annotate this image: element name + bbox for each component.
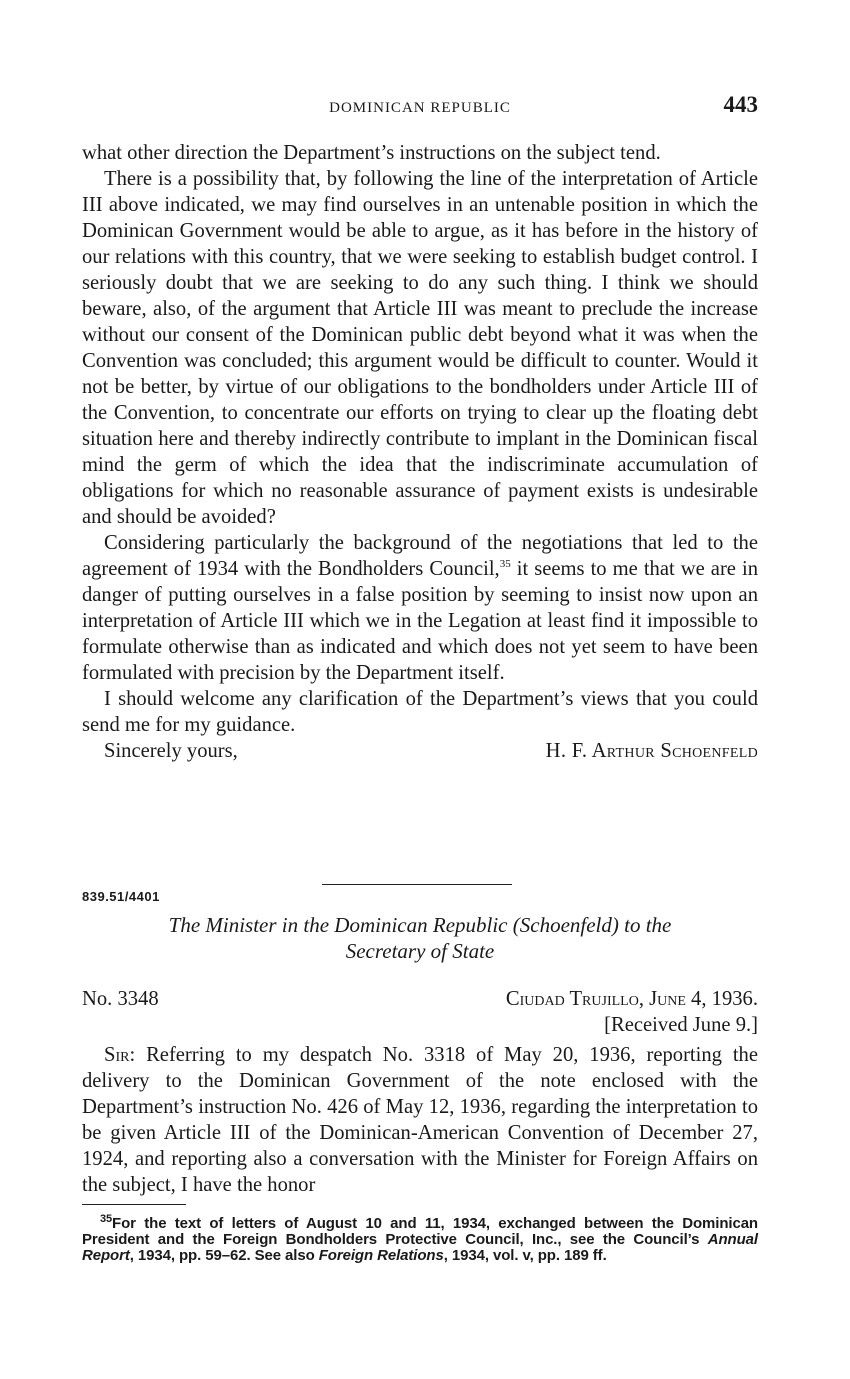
despatch-number: No. 3348	[82, 988, 159, 1010]
letter-body	[82, 1042, 758, 1198]
salutation: Sir:	[104, 1044, 136, 1066]
paragraph: There is a possibility that, by following the line of the interpretation of Article III above indicated, we may find ourselves in an untenable position in which the Dominican Government would be able to argue, as it has before in the history of our relations with this country, that we were seeking to establish budget control. I seriously doubt that we are seeking to do any such thing. I think we should beware, also, of the argument that Article III was meant to preclude the increase without our consent of the Dominican public debt beyond what it was when the Convention was concluded; this argument would be difficult to counter. Would it not be better, by virtue of our obligations to the bondholders under Article III of the Convention, to concentrate our efforts on trying to clear up the floating debt situation here and thereby indirectly contribute to implant in the Dominican fiscal mind the germ of which the idea that the indiscriminate accumulation of obligations for which no reasonable assurance of payment exists is undesirable and should be avoided?	[82, 168, 758, 528]
footnote-text: , 1934, vol. v, pp. 189 ff.	[443, 1247, 607, 1264]
place-date: Ciudad Trujillo, June 4, 1936.	[505, 988, 758, 1010]
paragraph-text: Considering particularly the background of the negotiations that led to the agreement of 1934 with the Bondholders Council,	[82, 532, 758, 580]
received-date: [Received June 9.]	[604, 1014, 758, 1036]
file-number: 839.51/4401	[82, 889, 160, 904]
footnote	[82, 1213, 758, 1264]
footnote-italic: Annual Report	[82, 1231, 758, 1264]
footnote-italic: Foreign Relations	[318, 1247, 444, 1264]
paragraph: I should welcome any clarification of the Department’s views that you could send me for my guidance.	[82, 688, 758, 736]
dateline	[82, 986, 758, 1038]
title-line: The Minister in the Dominican Republic (Schoenfeld) to the	[168, 913, 672, 937]
footnote-reference: 35	[499, 558, 511, 571]
page-number: 443	[723, 92, 758, 117]
footnote-mark: 35	[100, 1213, 113, 1225]
signature: H. F. Arthur Schoenfeld	[545, 740, 758, 762]
body-text	[82, 140, 758, 764]
paragraph-continuation: what other direction the Department’s instructions on the subject tend.	[82, 142, 661, 164]
complimentary-close: Sincerely yours,	[104, 740, 238, 762]
footnote-rule	[82, 1204, 186, 1205]
paragraph-with-footnote	[82, 530, 758, 686]
paragraph-text: it seems to me that we are in danger of putting ourselves in a false position by seeming to insist now upon an interpretation of Article III which we in the Legation at least find it impossible to formulate otherwise than as indicated and which does not yet seem to have been formulated with precision by the Department itself.	[82, 558, 758, 684]
footnote-text: For the text of letters of August 10 and 11, 1934, exchanged between the Dominican President and the Foreign Bondholders Protective Council, Inc., see the Council’s	[82, 1215, 758, 1248]
title-line: Secretary of State	[345, 939, 495, 963]
closing-line	[82, 738, 758, 764]
section-divider	[322, 884, 512, 885]
letter-text: Referring to my despatch No. 3318 of May 20, 1936, reporting the delivery to the Dominican Government of the note enclosed with the Department’s instruction No. 426 of May 12, 1936, regarding the interpretation to be given Article III of the Dominican-American Convention of December 27, 1924, and reporting also a conversation with the Minister for Foreign Affairs on the subject, I have the honor	[82, 1044, 758, 1196]
running-title: DOMINICAN REPUBLIC	[329, 100, 511, 116]
document-title	[82, 912, 758, 964]
page-header	[82, 92, 758, 126]
footnote-text: , 1934, pp. 59–62. See also	[129, 1247, 319, 1264]
